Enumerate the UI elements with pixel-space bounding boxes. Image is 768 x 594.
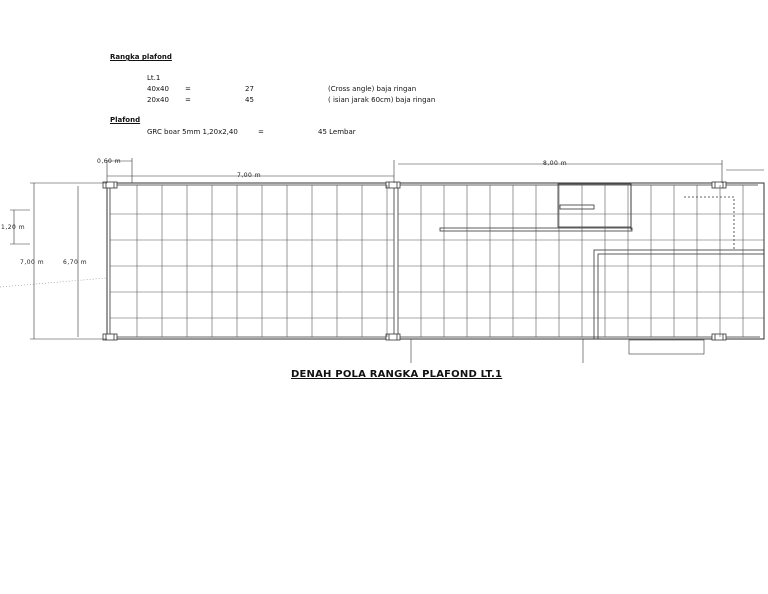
- outer-wall: [107, 183, 764, 339]
- room-box: [558, 184, 631, 227]
- plafond-qty: 45 Lembar: [318, 128, 356, 136]
- rangka-heading: Rangka plafond: [110, 53, 172, 61]
- stair-dashed-outline: [684, 197, 734, 250]
- column-marker: [712, 334, 726, 340]
- room-box-shelf: [560, 205, 594, 209]
- plafond-heading: Plafond: [110, 116, 141, 124]
- dim-spacing-060: 0,60 m: [97, 158, 122, 165]
- bottom-projection: [629, 340, 704, 354]
- column-marker: [712, 182, 726, 188]
- right-room-inner: [598, 254, 764, 339]
- rangka-row-2-eq: =: [185, 96, 191, 104]
- dim-height-670: 6,70 m: [63, 259, 88, 266]
- dotted-guide: [0, 278, 107, 287]
- dim-height-700: 7,00 m: [20, 259, 45, 266]
- right-room-outer: [594, 250, 764, 339]
- rangka-row-2-size: 20x40: [147, 96, 169, 104]
- dim-height-120: 1,20 m: [1, 224, 26, 231]
- column-marker: [386, 182, 400, 188]
- rangka-row-1-qty: 27: [245, 85, 254, 93]
- plafond-item: GRC boar 5mm 1,20x2,40: [147, 128, 238, 136]
- rangka-row-1-size: 40x40: [147, 85, 169, 93]
- column-marker: [386, 334, 400, 340]
- rangka-row-2-qty: 45: [245, 96, 254, 104]
- rangka-row-1-desc: (Cross angle) baja ringan: [328, 85, 417, 93]
- dim-width-800: 8,00 m: [543, 160, 568, 167]
- rangka-row-1-eq: =: [185, 85, 191, 93]
- plafond-eq: =: [258, 128, 264, 136]
- floor-label: Lt.1: [147, 74, 161, 82]
- rangka-row-2-desc: ( isian jarak 60cm) baja ringan: [328, 96, 436, 104]
- drawing-title: DENAH POLA RANGKA PLAFOND LT.1: [291, 369, 503, 380]
- dim-width-700: 7,00 m: [237, 172, 262, 179]
